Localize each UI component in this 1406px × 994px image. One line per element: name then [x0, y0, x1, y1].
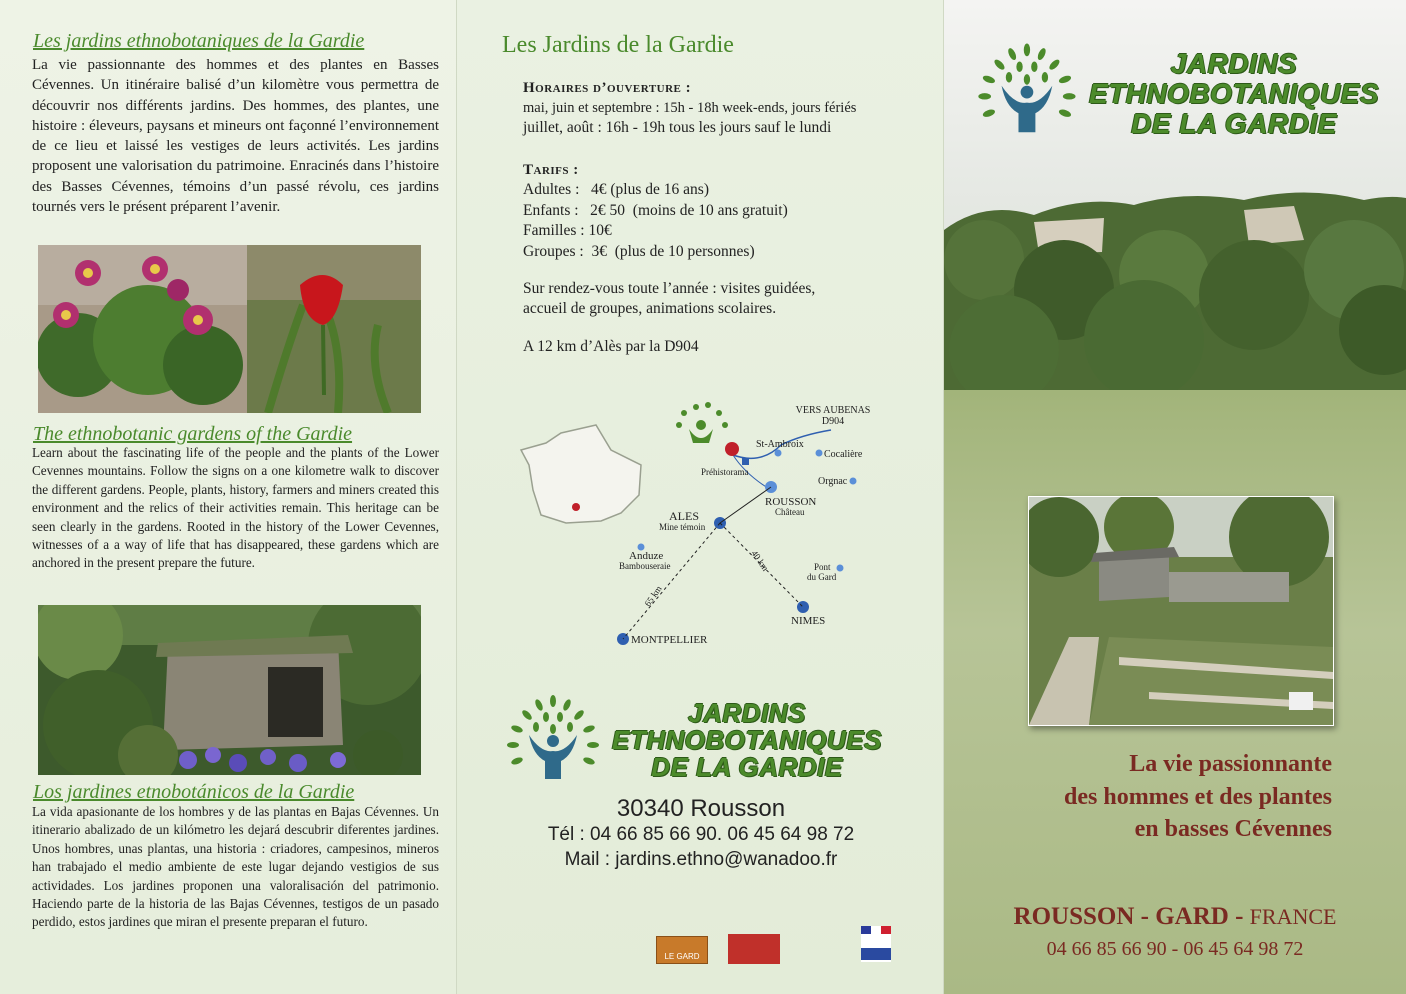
- map-label-st-ambroix: St-Ambroix: [756, 439, 804, 450]
- spanish-heading: Los jardines etnobotánicos de la Gardie: [33, 781, 355, 803]
- french-text: La vie passionnante des hommes et des plantes en Basses Cévennes. Un itinéraire balisé d’un kilomètre vous permettra de découvrir nos différents jardins. Des hommes, des plantes, une histoire : éleveurs, paysans et mineurs ont façonné l’environnement de ce lieu et laissé les vestiges de leurs activités. Les jardins proposent une valorisation du patrimoine. Enracinés dans l’histoire des Basses Cévennes, témoins d’un passé révolu, ces jardins tournés vers le présent préparent l’avenir.: [32, 57, 439, 216]
- hours-label: Horaires d’ouverture :: [523, 80, 692, 96]
- cocaliere-marker: [816, 450, 823, 457]
- gardens-logo-icon: [501, 693, 607, 785]
- map-label-prehistorama: Préhistorama: [701, 467, 749, 477]
- middle-title: Les Jardins de la Gardie: [502, 32, 734, 58]
- location-country: FRANCE: [1249, 904, 1337, 929]
- tagline-line-2: des hommes et des plantes: [1064, 783, 1332, 810]
- gard-logo-text: LE GARD: [664, 952, 700, 961]
- prehistorama-marker: [742, 458, 749, 465]
- map-label-montpellier: MONTPELLIER: [631, 634, 708, 646]
- right-panel: [944, 0, 1406, 994]
- appointment-line-1: Sur rendez-vous toute l’année : visites guidées,: [523, 280, 816, 297]
- right-phones: 04 66 85 66 90 - 06 45 64 98 72: [1046, 938, 1304, 960]
- map-label-mine-temoin: Mine témoin: [659, 522, 706, 532]
- map-label-pont: Pont: [814, 562, 831, 572]
- hours-line-2: juillet, août : 16h - 19h tous les jours sauf le lundi: [523, 119, 832, 136]
- pont-du-gard-marker: [837, 565, 844, 572]
- price-groups: Groupes : 3€ (plus de 10 personnes): [523, 243, 755, 260]
- republic-logo: [861, 926, 891, 962]
- location-line: [944, 903, 1406, 931]
- appointment-line-2: accueil de groupes, animations scolaires.: [523, 300, 777, 317]
- map-label-nimes: NIMES: [791, 615, 826, 627]
- logo-line-1: JARDINS: [688, 698, 806, 728]
- france-outline: [521, 425, 641, 523]
- tagline-line-3: en basses Cévennes: [1134, 816, 1332, 842]
- region-logo: [728, 934, 780, 964]
- location-town-department: ROUSSON - GARD -: [1013, 903, 1250, 930]
- english-text: Learn about the fascinating life of the people and the plants of the Lower Cevennes mountains. Follow the signs on a one kilometre walk to discover the different gardens. People, plants, history, farmers and miners created this environment and the relics of their activities remain. This heritage can be seen clearly in the gardens. Rooted in the history of the Lower Cevennes, witnesses of a a way of life that has disappeared, these gardens which are anchored in the present prepare the future.: [32, 445, 439, 571]
- price-adults: Adultes : 4€ (plus de 16 ans): [523, 181, 709, 198]
- gard-department-logo: [656, 936, 708, 964]
- stone-hut-photo: [38, 605, 421, 775]
- map-logo-icon: [676, 402, 728, 443]
- map-label-orgnac: Orgnac: [818, 476, 848, 487]
- hours-line-1: mai, juin et septembre : 15h - 18h week-ends, jours fériés: [523, 100, 857, 116]
- french-heading: Les jardins ethnobotaniques de la Gardie: [33, 30, 365, 52]
- english-heading: The ethnobotanic gardens of the Gardie: [33, 423, 353, 445]
- map-label-du-gard: du Gard: [807, 572, 837, 582]
- map-label-vers-aubenas: VERS AUBENAS: [795, 405, 871, 416]
- map-label-65km: 65 km: [642, 583, 664, 609]
- st-ambroix-marker: [775, 450, 782, 457]
- flowers-photo: [38, 245, 421, 413]
- gardens-location-marker: [725, 442, 739, 456]
- prices-label: Tarifs :: [523, 162, 579, 178]
- tagline: [1064, 748, 1332, 846]
- left-panel: [0, 0, 456, 994]
- map-label-d904: D904: [821, 416, 845, 427]
- price-children: Enfants : 2€ 50 (moins de 10 ans gratuit): [523, 202, 788, 219]
- email-line[interactable]: Mail : jardins.ethno@wanadoo.fr: [564, 849, 838, 870]
- map-label-ales: ALES: [669, 509, 699, 523]
- access-map: [501, 395, 921, 655]
- telephone: Tél : 04 66 85 66 90. 06 45 64 98 72: [547, 824, 855, 845]
- right-logo-icon: [972, 40, 1084, 140]
- map-label-chateau: Château: [775, 507, 805, 517]
- map-label-cocaliere: Cocalière: [824, 449, 863, 460]
- postcode-city: 30340 Rousson: [616, 795, 786, 822]
- map-label-rousson: ROUSSON: [765, 496, 817, 508]
- map-label-40km: 40 km: [749, 548, 771, 573]
- logo-line-3: DE LA GARDIE: [651, 752, 843, 782]
- france-location-dot: [572, 503, 580, 511]
- map-label-bambouseraie: Bambouseraie: [619, 561, 671, 571]
- map-label-anduze: Anduze: [629, 550, 664, 562]
- orgnac-marker: [850, 478, 857, 485]
- distance-text: A 12 km d’Alès par la D904: [523, 338, 699, 355]
- price-families: Familles : 10€: [523, 222, 612, 239]
- middle-panel: [456, 0, 944, 994]
- garden-path-photo: [1028, 496, 1334, 726]
- right-logo-line-1: JARDINS: [1170, 48, 1298, 79]
- right-logo-line-3: DE LA GARDIE: [1131, 108, 1337, 139]
- logo-line-2: ETHNOBOTANIQUES: [612, 725, 882, 755]
- tagline-line-1: La vie passionnante: [1129, 751, 1332, 777]
- spanish-text: La vida apasionante de los hombres y de las plantas en Bajas Cévennes. Un itinerario abalizado de un kilómetro les dejará descubrir diferentes jardines. Unos hombres, unas plantas, una historia : criadores, campesinos, mineros han trabajado el medio ambiente de este lugar dejando vestigios de sus actividades. Los jardines proponen una valoralisación del patrimonio. Haciendo parte de la historia de las Bajas Cévennes, testigos de un pasado perdido, estos jardines que miran el presente preparan el futuro.: [32, 804, 439, 930]
- right-logo-line-2: ETHNOBOTANIQUES: [1088, 78, 1380, 109]
